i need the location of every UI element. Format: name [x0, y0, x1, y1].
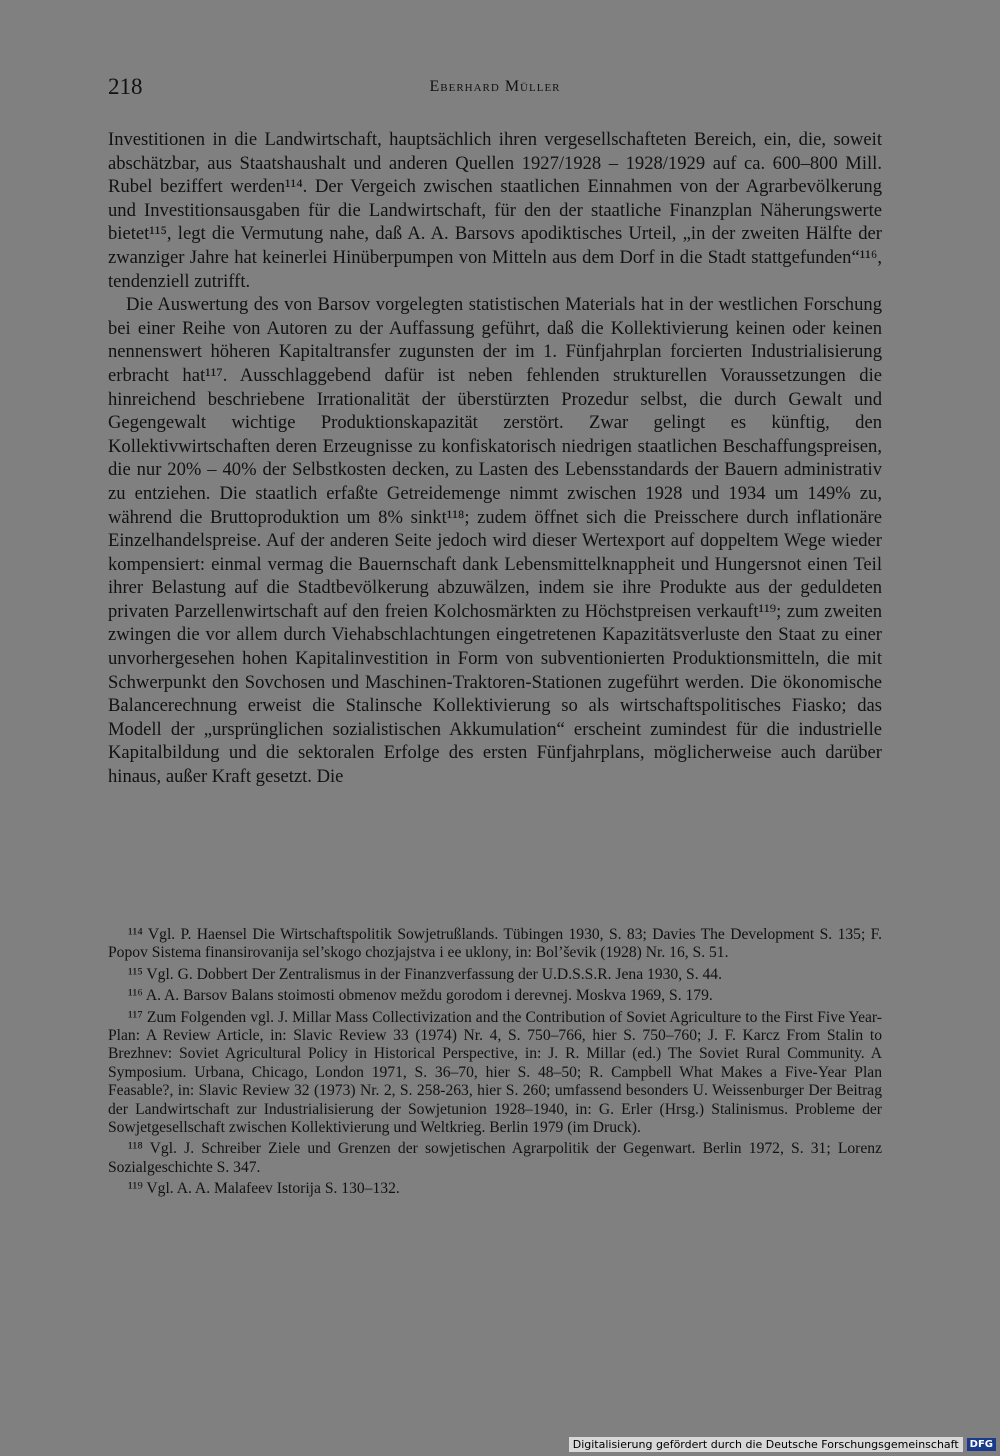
page-number: 218 — [108, 74, 143, 99]
footnote-116: ¹¹⁶ A. A. Barsov Balans stoimosti obmenov meždu gorodom i derevnej. Moskva 1969, S. 179. — [128, 987, 713, 1005]
dfg-logo: DFG — [967, 1438, 996, 1451]
paragraph: Investitionen in die Landwirtschaft, hauptsächlich ihren vergesellschafteten Bereich, ein, die, soweit abschätzbar, aus Staatshaushalt und anderen Quellen 1927/1928 – 1928/1929 auf ca. 600–800 Mill. Rubel beziffert werden¹¹⁴. Der Vergeich zwischen staatlichen Einnahmen von der Agrarbevölkerung und Investitionsausgaben für die Landwirtschaft, für den der staatliche Finanzplan Näherungswerte bietet¹¹⁵, legt die Vermutung nahe, daß A. A. Barsovs apodiktisches Urteil, „in der zweiten Hälfte der zwanziger Jahre hat keinerlei Hinüberpumpen von Mitteln aus dem Dorf in die Stadt stattgefunden“¹¹⁶, tendenziell zutrifft. — [108, 129, 882, 292]
paragraph: Die Auswertung des von Barsov vorgelegten statistischen Materials hat in der westlichen Forschung bei einer Reihe von Autoren zu der Auffassung geführt, daß die Kollektivierung keinen oder keinen nennenswert höheren Kapitaltransfer zugunsten der im 1. Fünfjahrplan forcierten Industrialisierung erbracht hat¹¹⁷. Ausschlaggebend dafür ist neben fehlenden strukturellen Voraussetzungen die hinreichend beschriebene Irrationalität der überstürzten Prozedur selbst, die durch Gewalt und Gegengewalt wichtige Produktionskapazität zerstört. Zwar gelingt es künftig, den Kollektivwirtschaften deren Erzeugnisse zu konfiskatorisch niedrigen staatlichen Beschaffungspreisen, die nur 20% – 40% der Selbstkosten decken, zu Lasten des Lebensstandards der Bauern administrativ zu entziehen. Die staatlich erfaßte Getreidemenge nimmt zwischen 1928 und 1934 um 149% zu, während die Bruttoproduktion um 8% sinkt¹¹⁸; zudem öffnet sich die Preisschere durch inflationäre Einzelhandelspreise. Auf der anderen Seite jedoch wird dieser Wertexport auf doppeltem Wege wieder kompensiert: einmal vermag die Bauernschaft dank Lebensmittelknappheit und Hungersnot einen Teil ihrer Belastung auf die Stadtbevölkerung abzuwälzen, indem sie ihre Produkte aus der geduldeten privaten Parzellenwirtschaft auf den freien Kolchosmärkten zu Höchstpreisen verkauft¹¹⁹; zum zweiten zwingen die vor allem durch Viehabschlachtungen eingetretenen Kapazitätsverluste den Staat zu einer unvorhergesehen hohen Kapitalinvestition in Form von subventionierten Produktionsmitteln, die mit Schwerpunkt den Sovchosen und Maschinen-Traktoren-Stationen zugeführt werden. Die ökonomische Balancerechnung erweist die Stalinsche Kollektivierung so als wirtschaftspolitisches Fiasko; das Modell der „ursprünglichen sozialistischen Akkumulation“ erscheint zumindest für die industrielle Kapitalbildung und die sektoralen Erfolge des ersten Fünfjahrplans, möglicherweise auch darüber hinaus, außer Kraft gesetzt. Die — [108, 294, 882, 788]
footnote-118: ¹¹⁸ Vgl. J. Schreiber Ziele und Grenzen der sowjetischen Agrarpolitik der Gegenwart. Berlin 1972, S. 31; Lorenz Sozialgeschichte S. 347. — [108, 1140, 882, 1176]
footnote-119: ¹¹⁹ Vgl. A. A. Malafeev Istorija S. 130–132. — [128, 1180, 400, 1198]
body-text — [108, 128, 882, 789]
footnote-115: ¹¹⁵ Vgl. G. Dobbert Der Zentralismus in der Finanzverfassung der U.D.S.S.R. Jena 1930, S. 44. — [128, 965, 722, 983]
digitization-footer — [569, 1437, 996, 1452]
footnotes — [108, 926, 882, 1202]
footnote-117: ¹¹⁷ Zum Folgenden vgl. J. Millar Mass Collectivization and the Contribution of Soviet Agriculture to the First Five Year-Plan: A Review Article, in: Slavic Review 33 (1974) Nr. 4, S. 750–766, hier S. 750–760; J. F. Karcz From Stalin to Brezhnev: Soviet Agricultural Policy in Historical Perspective, in: J. R. Millar (ed.) The Soviet Rural Community. A Symposium. Urbana, Chicago, London 1971, S. 36–70, hier S. 48–50; R. Campbell What Makes a Five-Year Plan Feasable?, in: Slavic Review 32 (1973) Nr. 2, S. 258-263, hier S. 260; umfassend besonders U. Weissenburger Der Beitrag der Landwirtschaft zur Industrialisierung der Sowjetunion 1928–1940, in: G. Erler (Hrsg.) Stalinismus. Probleme der Sowjetgesellschaft zwischen Kollektivierung und Weltkrieg. Berlin 1979 (im Druck). — [108, 1008, 882, 1137]
funding-notice: Digitalisierung gefördert durch die Deutsche Forschungsgemeinschaft — [569, 1437, 963, 1452]
running-head: Eberhard Müller — [429, 78, 561, 95]
footnote-114: ¹¹⁴ Vgl. P. Haensel Die Wirtschaftspolitik Sowjetrußlands. Tübingen 1930, S. 83; Davies The Development S. 135; F. Popov Sistema finansirovanija sel’skogo chozjajstva i ee uklony, in: Bol’ševik (1928) Nr. 16, S. 51. — [108, 926, 882, 962]
page-header — [108, 74, 882, 104]
